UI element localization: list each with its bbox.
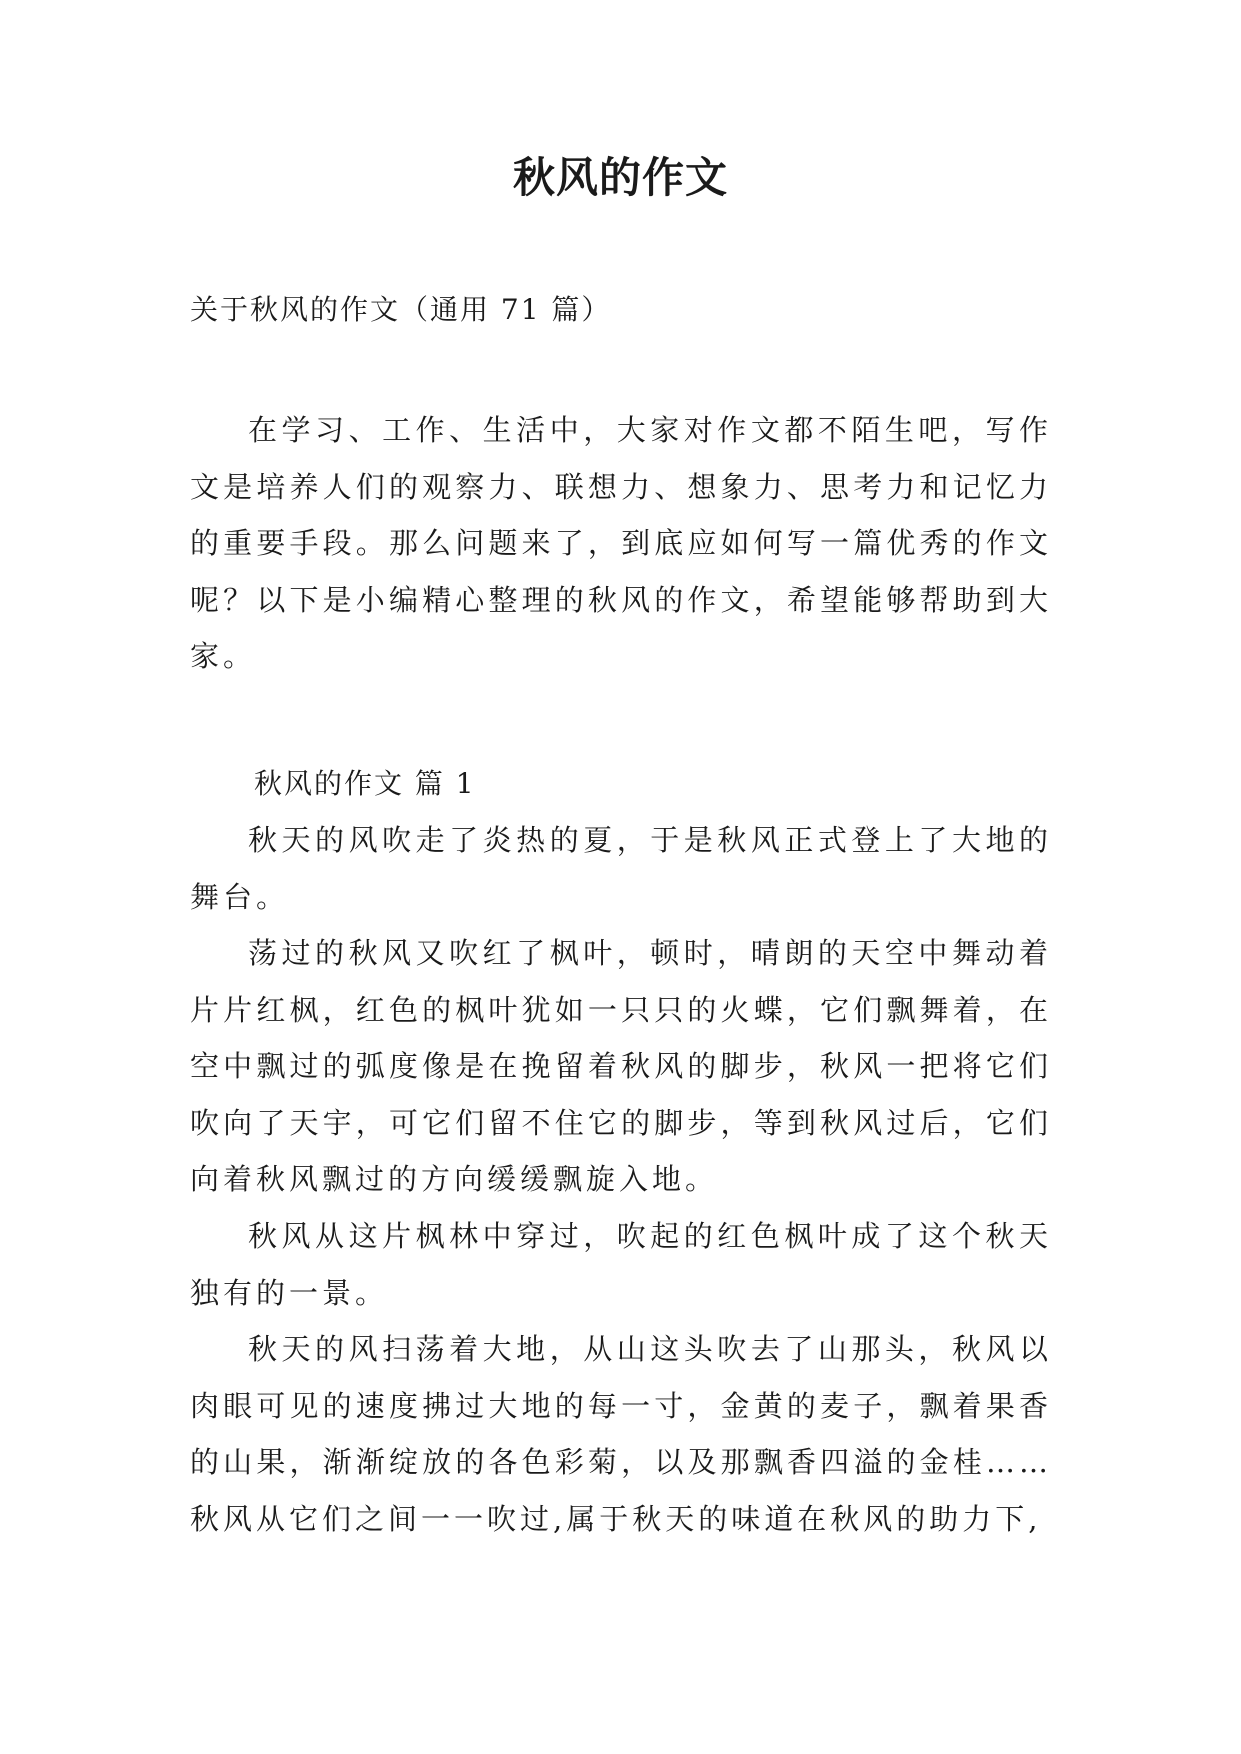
document-title: 秋风的作文 bbox=[512, 153, 728, 202]
intro-paragraph: 在学习、工作、生活中，大家对作文都不陌生吧，写作文是培养人们的观察力、联想力、想象力、思考力和记忆力的重要手段。那么问题来了，到底应如何写一篇优秀的作文呢？以下是小编精心整理的秋风的作文，希望能够帮助到大家。 bbox=[190, 413, 1052, 673]
section-heading: 秋风的作文 篇 1 bbox=[254, 767, 476, 800]
body-paragraph: 荡过的秋风又吹红了枫叶，顿时，晴朗的天空中舞动着片片红枫，红色的枫叶犹如一只只的火蝶，它们飘舞着，在空中飘过的弧度像是在挽留着秋风的脚步，秋风一把将它们吹向了天宇，可它们留不住它的脚步，等到秋风过后，它们向着秋风飘过的方向缓缓飘旋入地。 bbox=[190, 936, 1052, 1196]
document-subtitle: 关于秋风的作文（通用 71 篇） bbox=[190, 293, 612, 326]
body-paragraph: 秋天的风扫荡着大地，从山这头吹去了山那头，秋风以肉眼可见的速度拂过大地的每一寸，金黄的麦子，飘着果香的山果，渐渐绽放的各色彩菊，以及那飘香四溢的金桂……秋风从它们之间一一吹过,属于秋天的味道在秋风的助力下, bbox=[190, 1332, 1052, 1536]
body-paragraph: 秋天的风吹走了炎热的夏，于是秋风正式登上了大地的舞台。 bbox=[190, 823, 1052, 914]
body-paragraph: 秋风从这片枫林中穿过，吹起的红色枫叶成了这个秋天独有的一景。 bbox=[190, 1219, 1052, 1310]
